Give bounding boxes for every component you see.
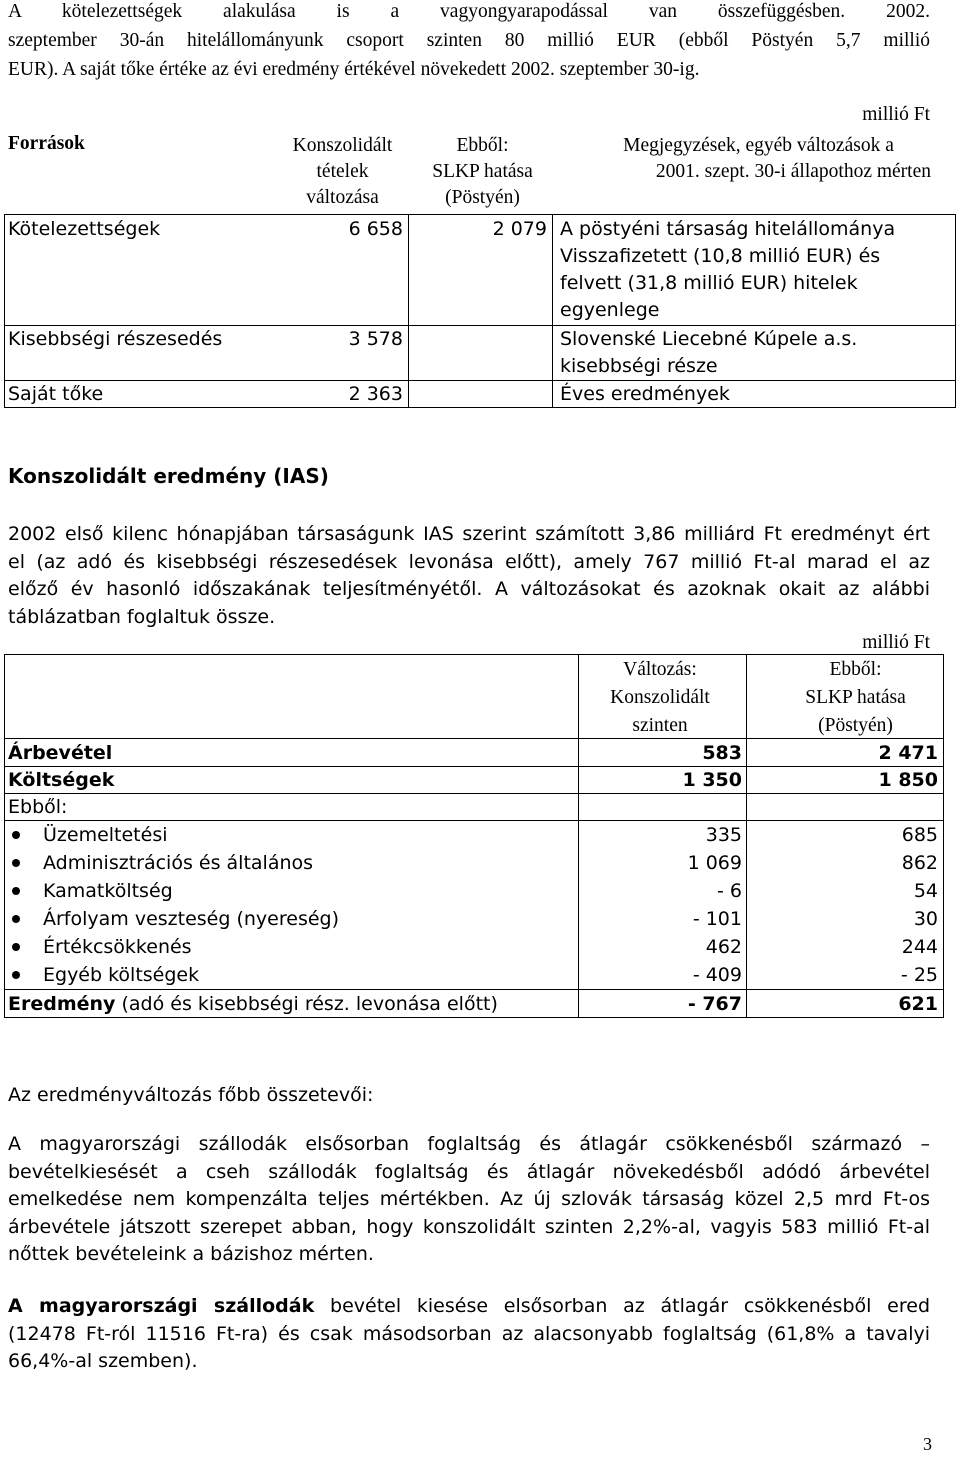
header-line: változása — [306, 187, 379, 208]
table1-row-rule — [4, 380, 956, 381]
note-line: A pöstyéni társaság hitelállománya — [560, 218, 896, 240]
table1-row-label: Kötelezettségek — [8, 218, 161, 240]
table2-header-slkp — [778, 656, 933, 740]
paragraph-line: nőttek bevételeink a bázishoz mérten. — [8, 1243, 374, 1265]
header-line: Konszolidált — [292, 135, 393, 156]
table1-bottom-rule — [4, 407, 956, 408]
bullet-icon — [12, 915, 20, 923]
paragraph-line: árbevétele játszott szerepet abban, hogy konszolidált szinten 2,2%-al, vagyis 583 millió Ft-al — [8, 1215, 930, 1238]
table2-result-label — [8, 990, 498, 1018]
table1-header-notes — [586, 133, 931, 185]
hungarian-hotels-paragraph — [8, 1293, 930, 1376]
table1-col-border — [408, 214, 409, 408]
table2-change-value: 335 — [705, 824, 742, 846]
paragraph-line: táblázatban foglaltuk össze. — [8, 605, 276, 628]
note-line: kisebbségi része — [560, 355, 718, 377]
header-line: Ebből: — [829, 659, 882, 680]
bullet-icon — [12, 943, 20, 951]
table2-change-value: 1 350 — [682, 769, 742, 791]
table2-slkp-value: 2 471 — [878, 742, 938, 764]
table2-slkp-value: 862 — [901, 852, 938, 874]
header-line: 2001. szept. 30-i állapothoz mérten — [655, 161, 931, 182]
table1-header-consolidated — [260, 133, 425, 211]
table1-header-sources: Források — [8, 133, 85, 154]
table2-slkp-value: 54 — [913, 880, 938, 902]
header-line: (Pöstyén) — [818, 715, 893, 736]
table1-consolidated-value: 3 578 — [348, 328, 403, 350]
note-line: felvett (31,8 millió EUR) hitelek — [560, 272, 858, 294]
table2-top-rule — [4, 654, 944, 655]
table2-change-value: - 6 — [717, 880, 742, 902]
table1-consolidated-value: 2 363 — [348, 383, 403, 405]
table1-consolidated-value: 6 658 — [348, 218, 403, 240]
bullet-icon — [12, 887, 20, 895]
table2-header-change — [580, 656, 740, 740]
table2-unit: millió Ft — [862, 632, 930, 653]
table2-slkp-value: - 25 — [900, 964, 938, 986]
table2-slkp-value: 30 — [913, 908, 938, 930]
paragraph-line: (12478 Ft-ról 11516 Ft-ra) és csak másodsorban az alacsonyabb foglaltság (61,8% a tavalyi — [8, 1322, 930, 1345]
paragraph-line — [8, 1293, 930, 1321]
paragraph-line: el (az adó és kisebbségi részesedések levonása előtt), amely 767 millió Ft-al marad el az — [8, 550, 930, 573]
section-title: Konszolidált eredmény (IAS) — [8, 464, 329, 488]
paragraph-rest: bevétel kiesése elsősorban az átlagár csökkenésből ered — [314, 1295, 931, 1317]
paragraph-line: emelkedése nem kompenzálta teljes mértékben. Az új szlovák társaság közel 2,5 mrd Ft-os — [8, 1188, 930, 1210]
bullet-icon — [12, 971, 20, 979]
paragraph-bold-lead: A magyarországi szállodák — [8, 1295, 315, 1317]
paragraph-line: 66,4%-al szemben). — [8, 1350, 198, 1372]
table2-change-value: 1 069 — [687, 852, 742, 874]
table2-change-value: - 409 — [692, 964, 742, 986]
table1-notes — [560, 216, 895, 324]
note-line: Éves eredmények — [560, 383, 730, 405]
bullet-icon — [12, 859, 20, 867]
table1-notes — [560, 381, 730, 408]
table2-right-border — [943, 654, 944, 1018]
table2-col-border — [746, 654, 747, 1018]
table2-item-label: Üzemeltetési — [43, 824, 168, 846]
table2-item-label: Értékcsökkenés — [43, 936, 192, 958]
table2-item-label: Egyéb költségek — [43, 964, 200, 986]
table2-item-label: Árfolyam veszteség (nyereség) — [43, 908, 340, 930]
table2-slkp-value: 1 850 — [878, 769, 938, 791]
table1-header-slkp — [405, 133, 560, 211]
table2-left-border — [4, 654, 5, 1018]
table1-col-border — [552, 214, 553, 408]
table2-item-label: Kamatköltség — [43, 880, 173, 902]
intro-line: A kötelezettségek alakulása is a vagyongyarapodással van összefüggésben. 2002. — [8, 1, 930, 22]
table2-slkp-value: 244 — [901, 936, 938, 958]
header-line: szinten — [632, 715, 688, 736]
intro-paragraph — [8, 0, 930, 84]
table1-left-border — [4, 214, 5, 408]
note-line: egyenlege — [560, 299, 660, 321]
header-line: Változás: — [623, 659, 697, 680]
table2-change-value: 462 — [705, 936, 742, 958]
table1-notes — [560, 326, 857, 380]
header-line: (Pöstyén) — [445, 187, 520, 208]
table2-row-label: Árbevétel — [8, 742, 113, 764]
table2-item-label: Adminisztrációs és általános — [43, 852, 314, 874]
table1-slkp-value: 2 079 — [492, 218, 547, 240]
result-label-rest: (adó és kisebbségi rész. levonása előtt) — [115, 993, 498, 1015]
paragraph-line: 2002 első kilenc hónapjában társaságunk IAS szerint számított 3,86 milliárd Ft eredményt ért — [8, 523, 930, 545]
table1-row-label: Saját tőke — [8, 383, 104, 405]
table1-right-border — [955, 214, 956, 408]
table1-top-rule — [4, 214, 956, 215]
header-line: Megjegyzések, egyéb változások a — [623, 135, 894, 156]
table2-row-label: Költségek — [8, 769, 115, 791]
table2-col-border — [578, 654, 579, 1018]
table1-unit: millió Ft — [862, 104, 930, 125]
table2-slkp-value: 685 — [901, 824, 938, 846]
paragraph-line: bevételkiesését a cseh szállodák foglaltság és átlagár növekedésből adódó árbevétel — [8, 1160, 930, 1183]
page-number: 3 — [923, 1434, 932, 1454]
ias-paragraph — [8, 521, 930, 631]
intro-line: EUR). A saját tőke értéke az évi eredmény értékével növekedett 2002. szeptember 30-ig. — [8, 59, 700, 80]
table1-row-label: Kisebbségi részesedés — [8, 328, 223, 350]
header-line: SLKP hatása — [432, 161, 533, 182]
note-line: Visszafizetett (10,8 millió EUR) és — [560, 245, 881, 267]
header-line: SLKP hatása — [805, 687, 906, 708]
note-line: Slovenské Liecebné Kúpele a.s. — [560, 328, 858, 350]
table2-result-slkp: 621 — [898, 993, 938, 1015]
table2-change-value: - 101 — [692, 908, 742, 930]
table2-result-change: - 767 — [687, 993, 742, 1015]
header-line: tételek — [316, 161, 369, 182]
table2-change-value: 583 — [702, 742, 742, 764]
intro-line: szeptember 30-án hitelállományunk csoport szinten 80 millió EUR (ebből Pöstyén 5,7 millió — [8, 30, 930, 51]
result-label-bold: Eredmény — [8, 993, 116, 1015]
components-paragraph — [8, 1131, 930, 1269]
header-line: Ebből: — [456, 135, 509, 156]
bullet-icon — [12, 831, 20, 839]
paragraph-line: előző év hasonló időszakának teljesítményétől. A változásokat és azoknak okait az alábbi — [8, 578, 930, 600]
paragraph-line: A magyarországi szállodák elsősorban foglaltság és átlagár csökkenésből származó – — [8, 1133, 930, 1155]
header-line: Konszolidált — [610, 687, 710, 708]
components-title: Az eredményváltozás főbb összetevői: — [8, 1084, 374, 1106]
table2-row-label: Ebből: — [8, 796, 68, 818]
